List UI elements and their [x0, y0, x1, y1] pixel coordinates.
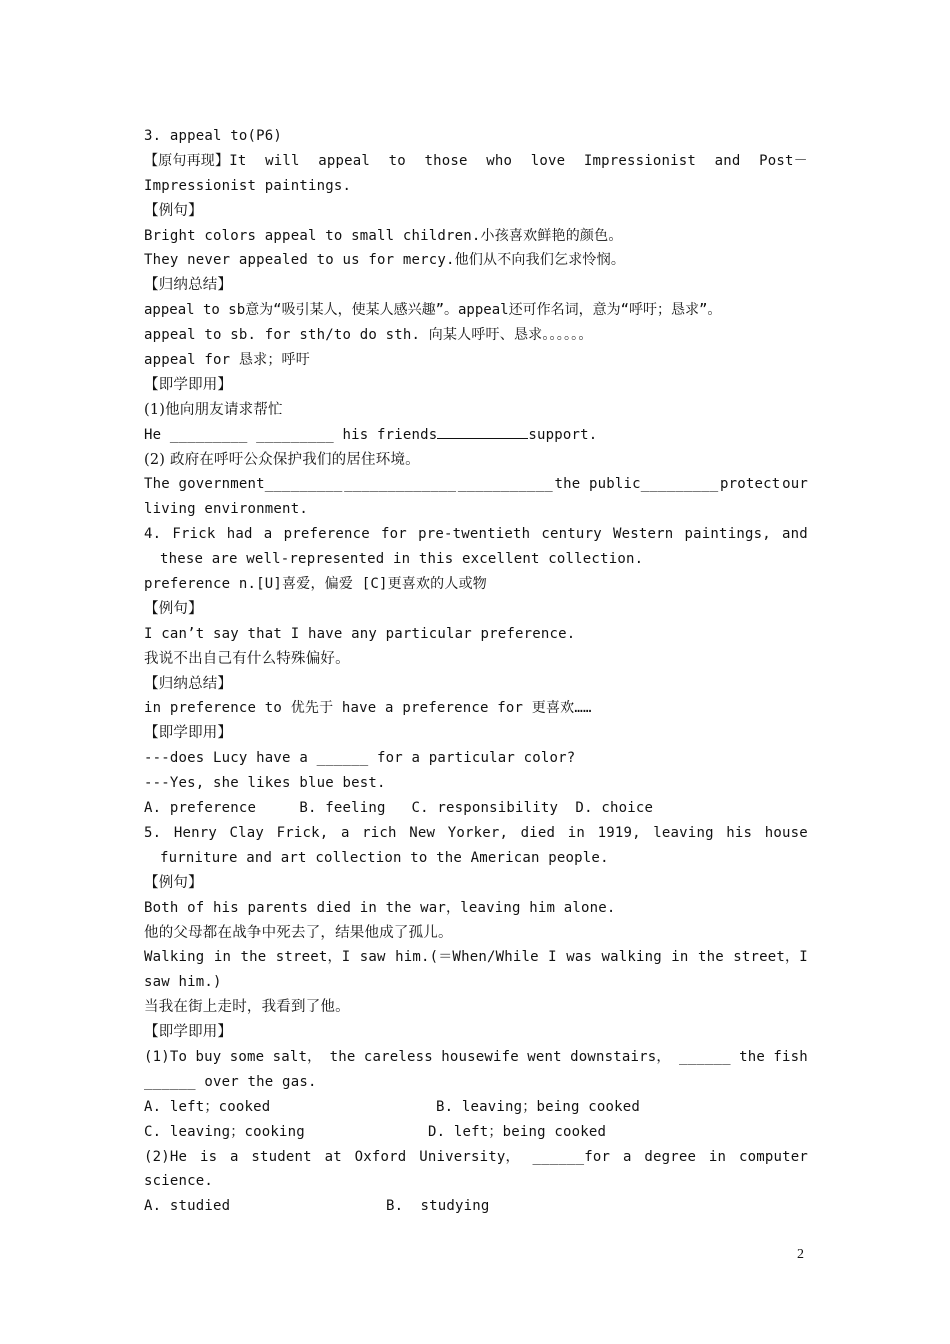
word: fish — [773, 1048, 808, 1065]
example-line: Bright colors appeal to small children.小孩喜欢鲜艳的颜色。 — [144, 227, 623, 244]
word: was — [566, 949, 593, 966]
word: I — [548, 949, 557, 966]
summary-line: appeal to sb. for sth/to do sth. 向某人呼吁、恳求。。。。。。 — [144, 327, 593, 344]
answer-options — [144, 1095, 808, 1120]
word: Post－ — [759, 152, 808, 169]
example-heading: 【例句】 — [144, 874, 203, 891]
word: Henry — [173, 824, 217, 841]
word: and — [782, 526, 808, 543]
word: pre-twentieth — [418, 526, 531, 543]
word: saw — [359, 949, 386, 966]
word: appeal — [318, 152, 370, 169]
word: at — [324, 1148, 342, 1165]
word: went — [527, 1048, 562, 1065]
practice-heading: 【即学即用】 — [144, 725, 233, 742]
word: Yorker, — [447, 824, 509, 841]
answer-options — [144, 1194, 808, 1219]
practice-text: He _________ _________ his friends — [144, 426, 438, 443]
word: century — [541, 526, 602, 543]
word: Oxford — [354, 1148, 407, 1165]
word: in — [708, 1148, 727, 1165]
question-line — [144, 1145, 808, 1170]
word: protect — [720, 476, 781, 493]
answer-options — [144, 1120, 808, 1145]
original-sentence-cont: Impressionist paintings. — [144, 177, 352, 194]
practice-line-cont: living environment. — [144, 501, 308, 518]
word: will — [265, 152, 300, 169]
word: 4. — [144, 526, 162, 543]
word: his — [726, 824, 753, 841]
item-5-heading — [144, 821, 808, 846]
summary-heading: 【归纳总结】 — [144, 277, 233, 294]
summary-line: in preference to 优先于 have a preference for 更喜欢…… — [144, 700, 592, 717]
word: some — [229, 1048, 265, 1065]
word: paintings, — [684, 526, 771, 543]
word: salt， — [272, 1048, 322, 1065]
word: street，I — [733, 949, 808, 966]
word: in — [671, 949, 689, 966]
example-heading: 【例句】 — [144, 202, 203, 219]
word: had — [226, 526, 253, 543]
word: the public_________ — [554, 476, 719, 493]
answer-options: A. preference B. feeling C. responsibility D. choice — [144, 800, 654, 817]
word: Frick, — [276, 824, 329, 841]
option-c: C. leaving；cooking — [144, 1123, 305, 1140]
word: the — [240, 949, 267, 966]
example-line — [144, 945, 808, 970]
document-page — [144, 124, 808, 1219]
word: the — [329, 1048, 356, 1065]
word: ______ — [678, 1048, 731, 1065]
word: housewife — [441, 1048, 519, 1065]
word: preference — [283, 526, 370, 543]
word: careless — [363, 1048, 433, 1065]
word: Impressionist — [583, 152, 697, 169]
word: (1)To — [144, 1048, 188, 1065]
word: rich — [362, 824, 397, 841]
word: to — [388, 152, 406, 169]
option-a: A. left；cooked — [144, 1098, 271, 1115]
item-5-cont: furniture and art collection to the American people. — [160, 849, 609, 866]
word: Clay — [229, 824, 265, 841]
word: walking — [601, 949, 662, 966]
example-heading: 【例句】 — [144, 600, 203, 617]
option-b: B. leaving；being cooked — [436, 1098, 641, 1115]
word: him.(＝When/While — [395, 949, 539, 966]
word: The government_________ — [144, 476, 343, 493]
word: Western — [612, 526, 674, 543]
practice-heading: 【即学即用】 — [144, 1024, 233, 1041]
word: Frick — [172, 526, 216, 543]
word: leaving — [653, 824, 714, 841]
option-b: B. studying — [386, 1198, 490, 1215]
question-line: ---Yes, she likes blue best. — [144, 775, 386, 792]
question-line-cont: ______ over the gas. — [144, 1073, 317, 1090]
summary-line: appeal to sb意为“吸引某人，使某人感兴趣”。appeal还可作名词，意为“呼吁；恳求”。 — [144, 302, 722, 319]
word: 1919, — [597, 824, 641, 841]
example-line-cont: saw him.) — [144, 974, 222, 991]
page-number: 2 — [797, 1247, 804, 1262]
example-line: They never appealed to us for mercy.他们从不向我们乞求怜悯。 — [144, 252, 626, 269]
word: is — [199, 1148, 218, 1165]
example-translation: 当我在街上走时，我看到了他。 — [144, 999, 350, 1016]
example-translation: 他的父母都在战争中死去了，结果他成了孤儿。 — [144, 924, 453, 941]
question-line — [144, 1045, 808, 1070]
practice-text: support. — [528, 426, 598, 443]
word: 5. — [144, 824, 162, 841]
summary-line: appeal for 恳求；呼吁 — [144, 352, 310, 369]
word: a — [229, 1148, 239, 1165]
item-3-heading: 3. appeal to(P6) — [144, 128, 283, 144]
question-line-cont: science. — [144, 1173, 214, 1190]
item-4-heading — [144, 522, 808, 547]
word: Walking — [144, 949, 205, 966]
word: who — [486, 152, 513, 169]
word: buy — [195, 1048, 222, 1065]
option-d: D. left；being cooked — [428, 1123, 607, 1140]
practice-prompt: (1)他向朋友请求帮忙 — [144, 401, 283, 418]
word: downstairs， — [570, 1048, 671, 1065]
word: the — [739, 1048, 765, 1065]
practice-line — [144, 423, 808, 448]
word: in — [567, 824, 586, 841]
word: our — [782, 476, 808, 493]
word: those — [424, 152, 468, 169]
example-line: Both of his parents died in the war，leaving him alone. — [144, 899, 616, 916]
word: house — [764, 824, 808, 841]
practice-heading: 【即学即用】 — [144, 376, 233, 393]
question-line: ---does Lucy have a ______ for a particular color? — [144, 750, 576, 767]
word: ______for — [532, 1148, 611, 1165]
word: University， — [419, 1148, 520, 1165]
practice-prompt: (2) 政府在呼吁公众保护我们的居住环境。 — [144, 451, 420, 468]
word: a — [622, 1148, 632, 1165]
word: a — [340, 824, 350, 841]
word: died — [520, 824, 556, 841]
option-a: A. studied — [144, 1198, 231, 1215]
definition-line: preference n.[U]喜爱，偏爱 [C]更喜欢的人或物 — [144, 576, 487, 593]
word: New — [409, 824, 436, 841]
word: love — [530, 152, 566, 169]
word: and — [714, 152, 741, 169]
word: student — [251, 1148, 312, 1165]
answer-blank[interactable] — [437, 424, 528, 439]
word: computer — [738, 1148, 808, 1165]
summary-heading: 【归纳总结】 — [144, 675, 233, 692]
word: street，I — [275, 949, 351, 966]
word: the — [697, 949, 724, 966]
example-translation: 我说不出自己有什么特殊偏好。 — [144, 650, 350, 667]
original-sentence-line — [144, 149, 808, 174]
item-4-cont: these are well-represented in this excellent collection. — [160, 551, 644, 568]
word: a — [263, 526, 273, 543]
word: in — [213, 949, 232, 966]
word: ___________ — [457, 476, 553, 493]
word: degree — [644, 1148, 697, 1165]
word: for — [381, 526, 407, 543]
word: _____________ — [344, 476, 457, 493]
word: 【原句再现】It — [144, 152, 247, 169]
word: (2)He — [144, 1148, 188, 1165]
practice-line — [144, 472, 808, 497]
example-line: I can’t say that I have any particular preference. — [144, 625, 576, 642]
